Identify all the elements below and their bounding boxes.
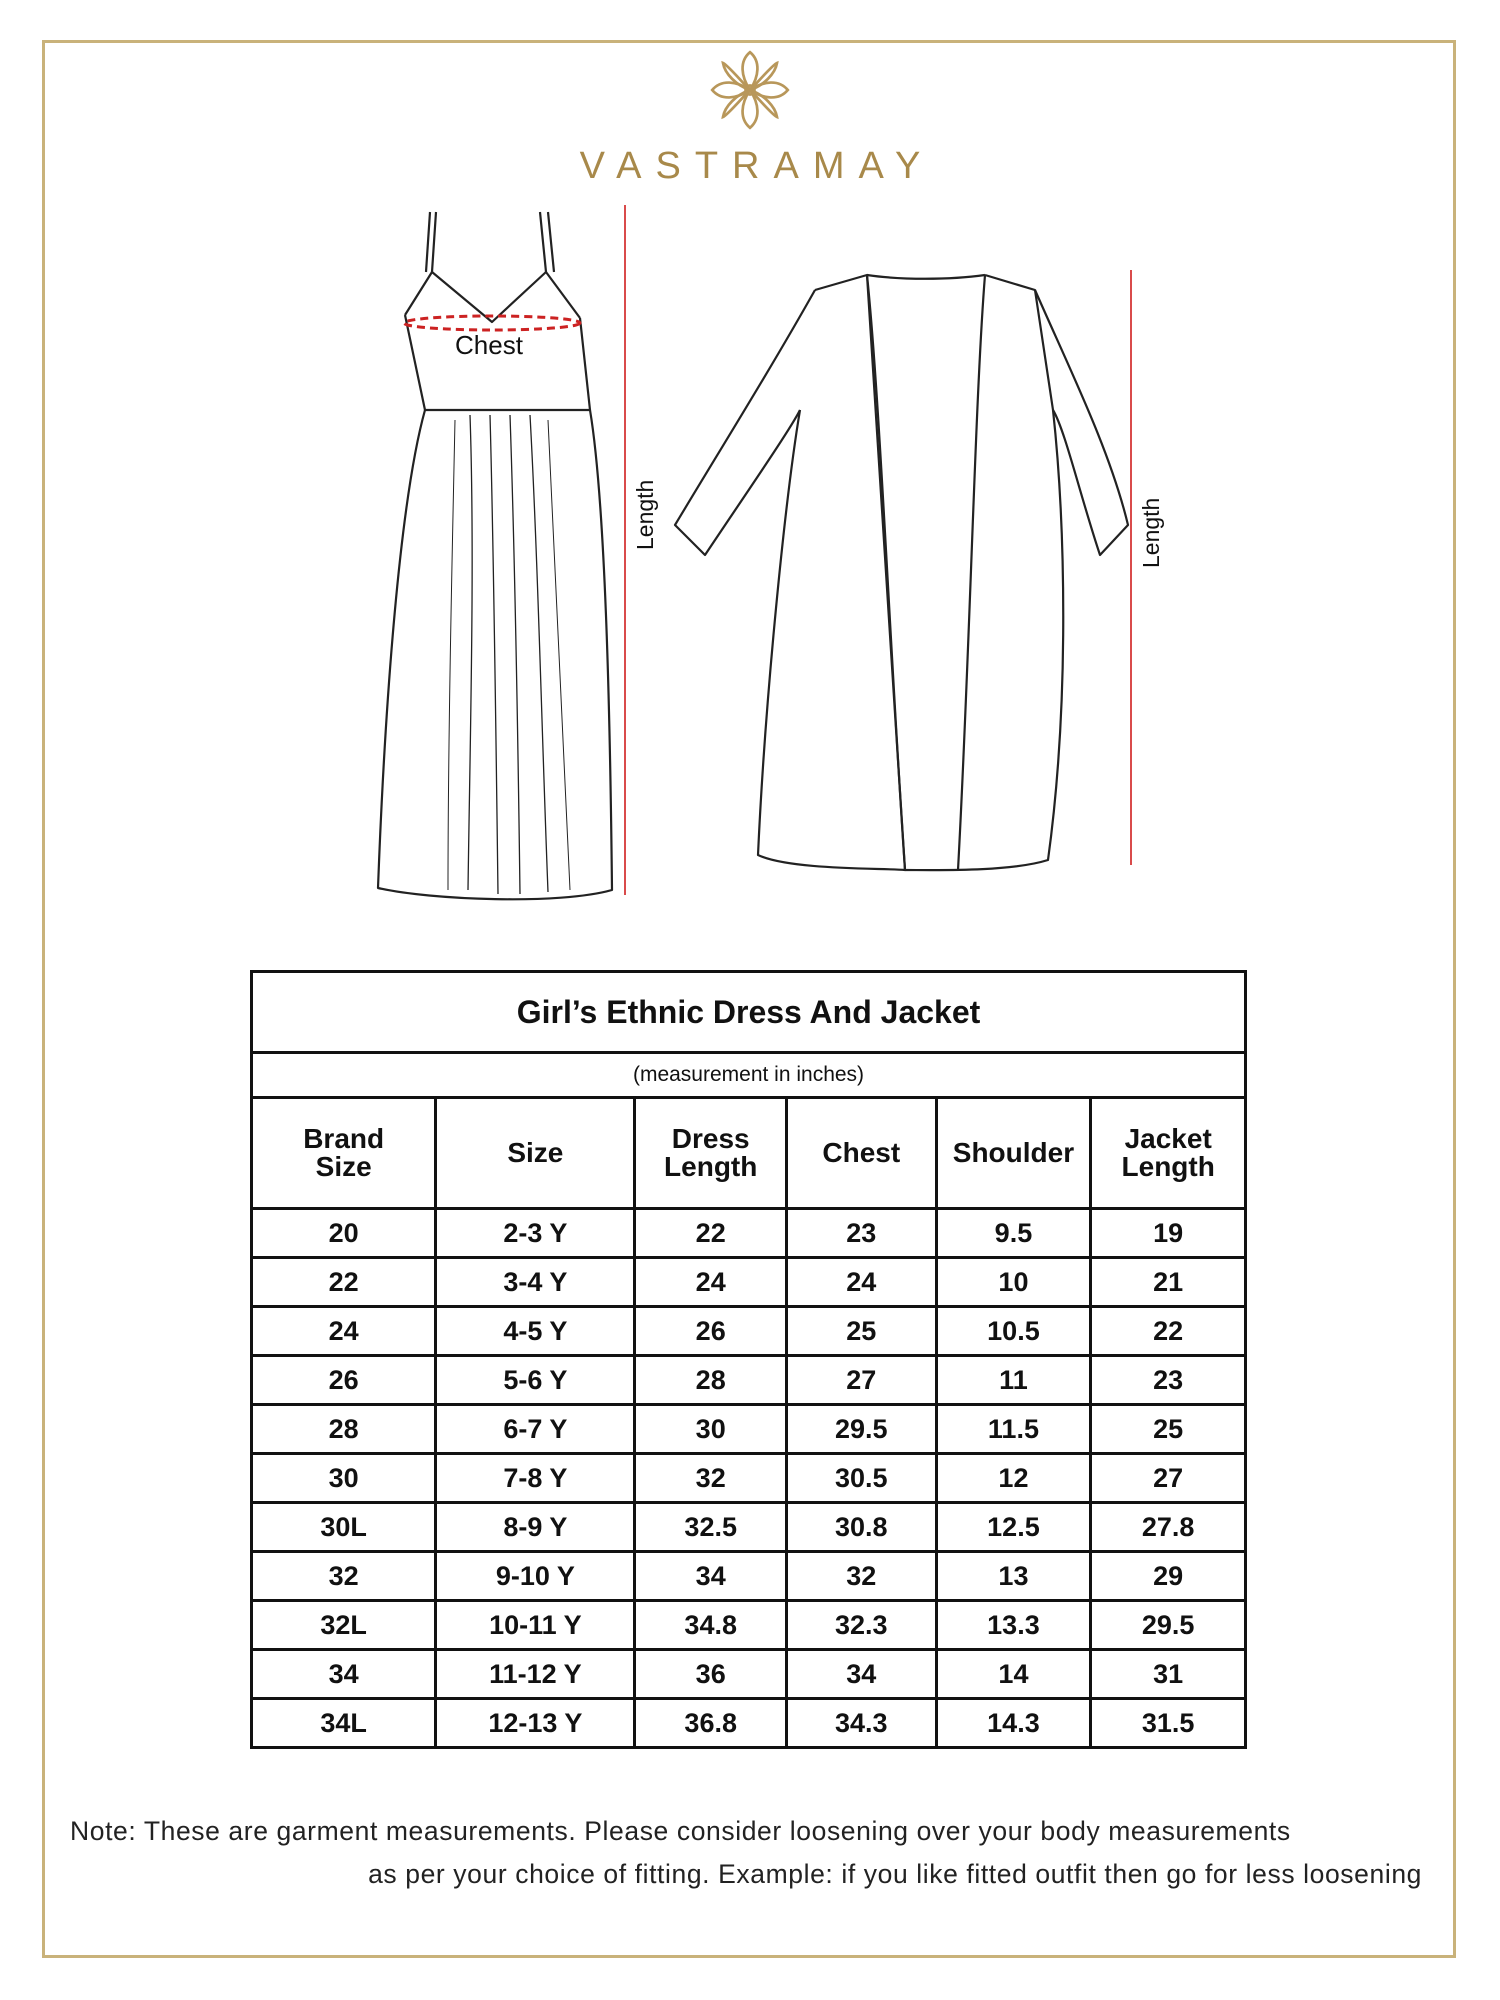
table-row: [252, 1552, 1246, 1601]
table-row: [252, 1405, 1246, 1454]
table-cell: 30.5: [787, 1454, 937, 1503]
table-cell: 36: [635, 1650, 787, 1699]
brand-name: VASTRAMAY: [579, 145, 935, 187]
table-cell: 21: [1091, 1258, 1246, 1307]
table-cell: 11-12 Y: [436, 1650, 635, 1699]
table-cell: 9-10 Y: [436, 1552, 635, 1601]
table-cell: 32.3: [787, 1601, 937, 1650]
table-cell: 3-4 Y: [436, 1258, 635, 1307]
table-cell: 22: [1091, 1307, 1246, 1356]
jacket-drawing: [675, 275, 1128, 870]
table-cell: 30: [252, 1454, 436, 1503]
table-row: [252, 1454, 1246, 1503]
table-cell: 28: [252, 1405, 436, 1454]
table-cell: 12.5: [936, 1503, 1091, 1552]
table-cell: 34.3: [787, 1699, 937, 1748]
table-cell: 19: [1091, 1209, 1246, 1258]
table-row: [252, 1356, 1246, 1405]
table-row: [252, 1503, 1246, 1552]
table-cell: 14.3: [936, 1699, 1091, 1748]
table-cell: 10: [936, 1258, 1091, 1307]
table-cell: 22: [635, 1209, 787, 1258]
table-cell: 13: [936, 1552, 1091, 1601]
header-jacket-length: Jacket Length: [1091, 1098, 1246, 1209]
table-cell: 22: [252, 1258, 436, 1307]
size-chart-table: [250, 970, 1247, 1749]
dress-drawing: [378, 212, 612, 899]
table-cell: 34: [635, 1552, 787, 1601]
table-cell: 24: [787, 1258, 937, 1307]
table-cell: 9.5: [936, 1209, 1091, 1258]
table-title: Girl’s Ethnic Dress And Jacket: [252, 972, 1246, 1053]
table-row: [252, 1650, 1246, 1699]
table-cell: 23: [1091, 1356, 1246, 1405]
table-row: [252, 1307, 1246, 1356]
table-cell: 11: [936, 1356, 1091, 1405]
table-row: [252, 1209, 1246, 1258]
table-cell: 12: [936, 1454, 1091, 1503]
table-cell: 34: [252, 1650, 436, 1699]
table-header-row: [252, 1098, 1246, 1209]
table-cell: 11.5: [936, 1405, 1091, 1454]
table-cell: 26: [635, 1307, 787, 1356]
table-cell: 10.5: [936, 1307, 1091, 1356]
table-cell: 36.8: [635, 1699, 787, 1748]
table-cell: 28: [635, 1356, 787, 1405]
table-cell: 30L: [252, 1503, 436, 1552]
table-cell: 26: [252, 1356, 436, 1405]
table-cell: 4-5 Y: [436, 1307, 635, 1356]
table-cell: 23: [787, 1209, 937, 1258]
table-cell: 29: [1091, 1552, 1246, 1601]
unit-note: (measurement in inches): [252, 1053, 1246, 1098]
table-cell: 34.8: [635, 1601, 787, 1650]
garment-illustration: [0, 190, 1500, 910]
table-row: [252, 1699, 1246, 1748]
table-cell: 24: [635, 1258, 787, 1307]
table-cell: 32.5: [635, 1503, 787, 1552]
header-chest: Chest: [787, 1098, 937, 1209]
table-cell: 14: [936, 1650, 1091, 1699]
table-cell: 10-11 Y: [436, 1601, 635, 1650]
table-cell: 32: [787, 1552, 937, 1601]
table-cell: 8-9 Y: [436, 1503, 635, 1552]
table-cell: 34: [787, 1650, 937, 1699]
brand-logo: [0, 45, 1500, 188]
header-dress-length: Dress Length: [635, 1098, 787, 1209]
fit-note: [70, 1810, 1422, 1896]
table-cell: 6-7 Y: [436, 1405, 635, 1454]
table-cell: 27.8: [1091, 1503, 1246, 1552]
table-cell: 32: [252, 1552, 436, 1601]
table-cell: 32: [635, 1454, 787, 1503]
table-cell: 25: [1091, 1405, 1246, 1454]
jacket-length-label: Length: [1138, 497, 1164, 568]
note-line-1: Note: These are garment measurements. Please consider loosening over your body measurements: [70, 1816, 1291, 1846]
header-size: Size: [436, 1098, 635, 1209]
table-cell: 25: [787, 1307, 937, 1356]
table-cell: 34L: [252, 1699, 436, 1748]
table-cell: 12-13 Y: [436, 1699, 635, 1748]
table-cell: 29.5: [1091, 1601, 1246, 1650]
table-cell: 27: [1091, 1454, 1246, 1503]
note-line-2: as per your choice of fitting. Example: if you like fitted outfit then go for less loosening: [368, 1859, 1422, 1889]
table-cell: 29.5: [787, 1405, 937, 1454]
table-cell: 24: [252, 1307, 436, 1356]
table-row: [252, 1601, 1246, 1650]
table-cell: 5-6 Y: [436, 1356, 635, 1405]
table-cell: 20: [252, 1209, 436, 1258]
chest-label: Chest: [455, 330, 523, 360]
ornate-flower-icon: [705, 45, 795, 135]
dress-length-label: Length: [632, 479, 658, 550]
table-row: [252, 1258, 1246, 1307]
table-cell: 30: [635, 1405, 787, 1454]
table-cell: 7-8 Y: [436, 1454, 635, 1503]
table-cell: 2-3 Y: [436, 1209, 635, 1258]
header-shoulder: Shoulder: [936, 1098, 1091, 1209]
table-cell: 31: [1091, 1650, 1246, 1699]
table-cell: 32L: [252, 1601, 436, 1650]
table-cell: 13.3: [936, 1601, 1091, 1650]
table-cell: 30.8: [787, 1503, 937, 1552]
table-cell: 31.5: [1091, 1699, 1246, 1748]
header-brand-size: Brand Size: [252, 1098, 436, 1209]
table-cell: 27: [787, 1356, 937, 1405]
